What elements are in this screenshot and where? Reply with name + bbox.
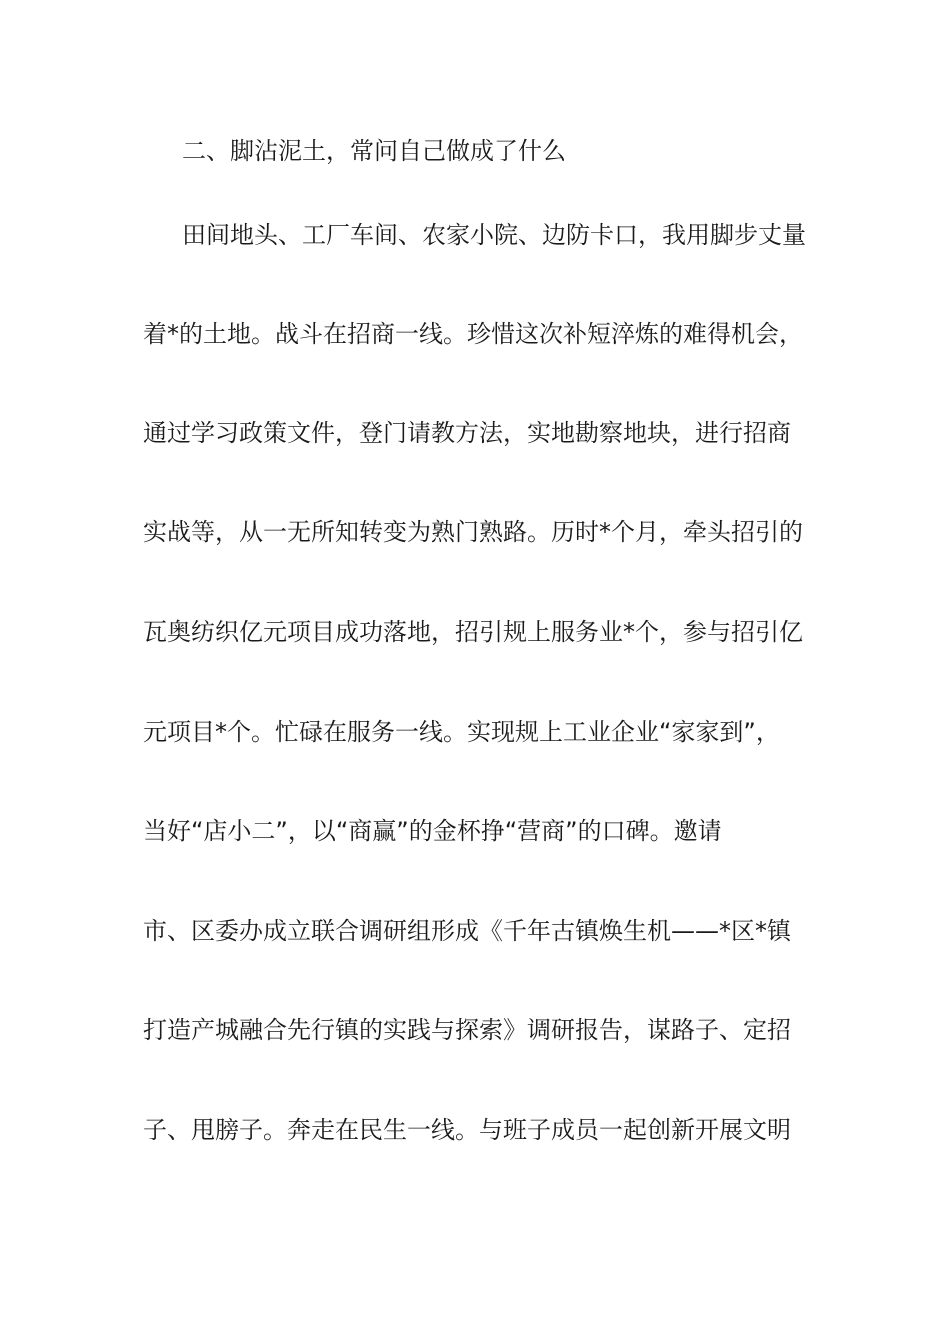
paragraph-line: 通过学习政策文件，登门请教方法，实地勘察地块，进行招商 xyxy=(143,419,791,447)
paragraph-line: 着*的土地。战斗在招商一线。珍惜这次补短淬炼的难得机会， xyxy=(143,320,803,348)
paragraph-line: 市、区委办成立联合调研组形成《千年古镇焕生机——*区*镇 xyxy=(143,917,791,945)
paragraph-line: 打造产城融合先行镇的实践与探索》调研报告，谋路子、定招 xyxy=(143,1016,791,1044)
paragraph-line: 田间地头、工厂车间、农家小院、边防卡口，我用脚步丈量 xyxy=(182,221,806,249)
section-heading: 二、脚沾泥土，常问自己做成了什么 xyxy=(182,137,566,165)
paragraph-line: 瓦奥纺织亿元项目成功落地，招引规上服务业*个，参与招引亿 xyxy=(143,618,803,646)
paragraph-line: 元项目*个。忙碌在服务一线。实现规上工业企业“家家到”， xyxy=(143,718,780,746)
paragraph-line: 实战等，从一无所知转变为熟门熟路。历时*个月，牵头招引的 xyxy=(143,518,803,546)
paragraph-line: 当好“店小二”，以“商赢”的金杯挣“营商”的口碑。邀请 xyxy=(143,817,722,845)
paragraph-line: 子、甩膀子。奔走在民生一线。与班子成员一起创新开展文明 xyxy=(143,1116,791,1144)
